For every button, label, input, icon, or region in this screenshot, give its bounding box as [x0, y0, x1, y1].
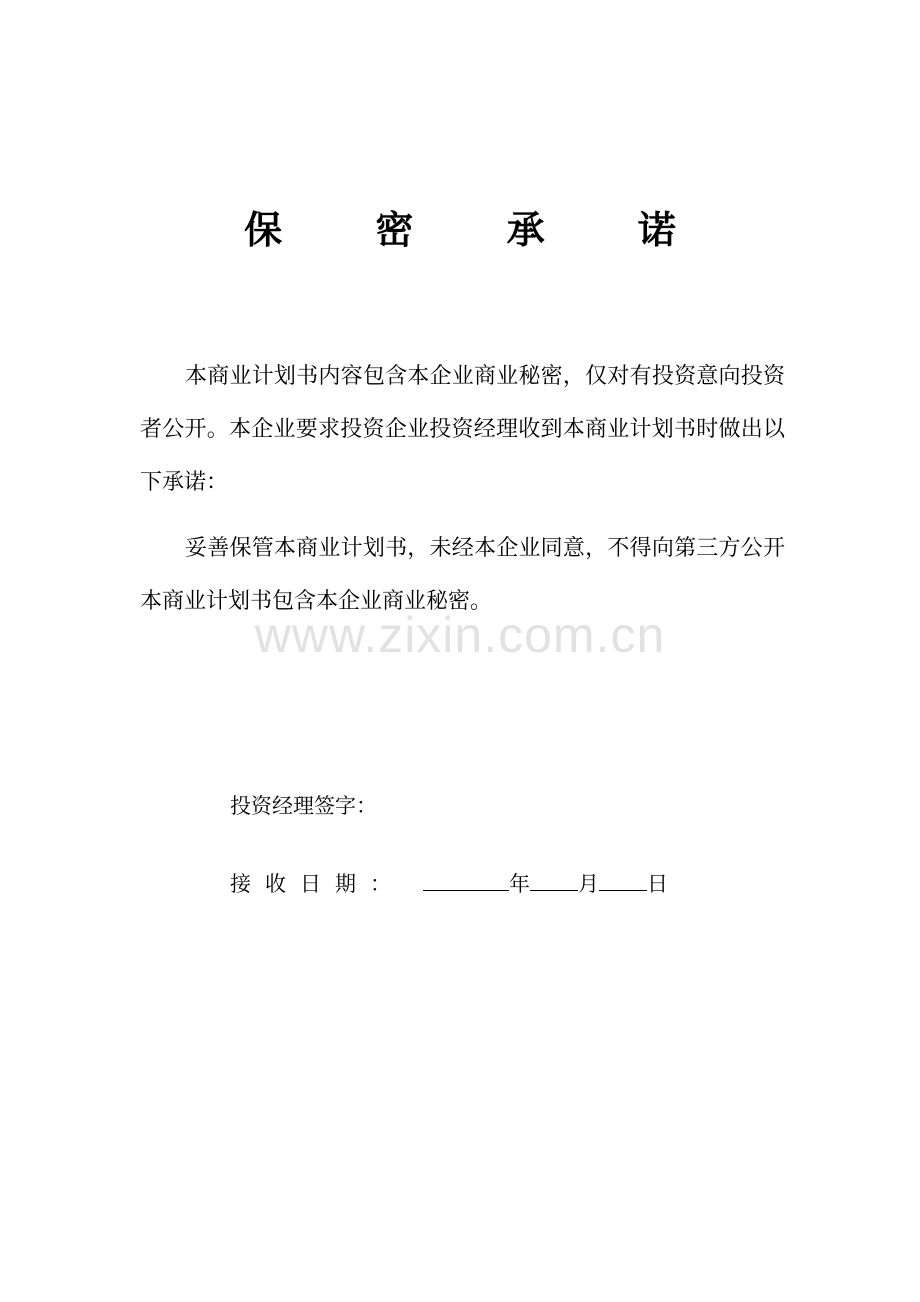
date-label: 接收日期：: [230, 872, 405, 896]
month-blank: [530, 866, 578, 891]
year-label: 年: [509, 872, 530, 896]
document-title: 保 密 承 诺: [244, 207, 716, 252]
receipt-date-row: [230, 866, 668, 902]
watermark: www.zixin.com.cn: [254, 607, 666, 663]
paragraph-commitment: 妥善保管本商业计划书，未经本企业同意，不得向第三方公开本商业计划书包含本企业商业秘密。: [140, 536, 785, 614]
month-label: 月: [578, 872, 599, 896]
day-label: 日: [647, 872, 668, 896]
day-blank: [599, 866, 647, 891]
signature-label: 投资经理签字：: [230, 794, 377, 818]
paragraph-confidentiality: 本商业计划书内容包含本企业商业秘密，仅对有投资意向投资者公开。本企业要求投资企业投资经理收到本商业计划书时做出以下承诺：: [140, 364, 785, 495]
year-blank: [423, 866, 509, 891]
